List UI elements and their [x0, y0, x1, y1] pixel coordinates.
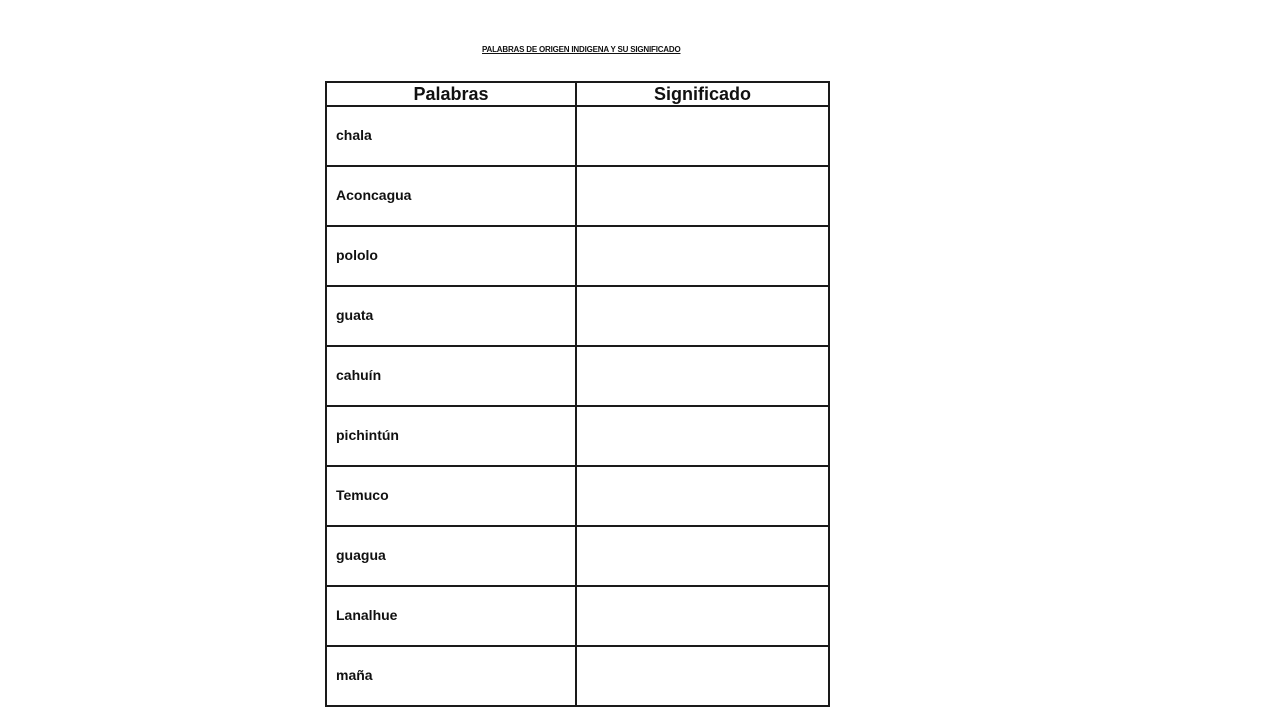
- column-header-meaning: Significado: [576, 82, 829, 106]
- meaning-cell[interactable]: [576, 406, 829, 466]
- word-cell: Temuco: [326, 466, 576, 526]
- meaning-cell[interactable]: [576, 226, 829, 286]
- meaning-cell[interactable]: [576, 526, 829, 586]
- table-row: [326, 106, 829, 166]
- table-row: [326, 466, 829, 526]
- word-cell: maña: [326, 646, 576, 706]
- table-row: [326, 586, 829, 646]
- meaning-cell[interactable]: [576, 106, 829, 166]
- table-row: [326, 526, 829, 586]
- column-header-words: Palabras: [326, 82, 576, 106]
- table-row: [326, 166, 829, 226]
- meaning-cell[interactable]: [576, 166, 829, 226]
- word-cell: pololo: [326, 226, 576, 286]
- table-row: [326, 406, 829, 466]
- page-title: PALABRAS DE ORIGEN INDIGENA Y SU SIGNIFICADO: [482, 45, 681, 54]
- table-row: [326, 226, 829, 286]
- word-cell: Lanalhue: [326, 586, 576, 646]
- meaning-cell[interactable]: [576, 286, 829, 346]
- meaning-cell[interactable]: [576, 646, 829, 706]
- word-cell: pichintún: [326, 406, 576, 466]
- word-cell: guagua: [326, 526, 576, 586]
- table-row: [326, 346, 829, 406]
- table-row: [326, 646, 829, 706]
- word-cell: chala: [326, 106, 576, 166]
- word-cell: Aconcagua: [326, 166, 576, 226]
- meaning-cell[interactable]: [576, 466, 829, 526]
- table-row: [326, 286, 829, 346]
- word-cell: guata: [326, 286, 576, 346]
- word-cell: cahuín: [326, 346, 576, 406]
- meaning-cell[interactable]: [576, 586, 829, 646]
- meaning-cell[interactable]: [576, 346, 829, 406]
- table-header-row: [326, 82, 829, 106]
- vocabulary-table: [325, 81, 830, 707]
